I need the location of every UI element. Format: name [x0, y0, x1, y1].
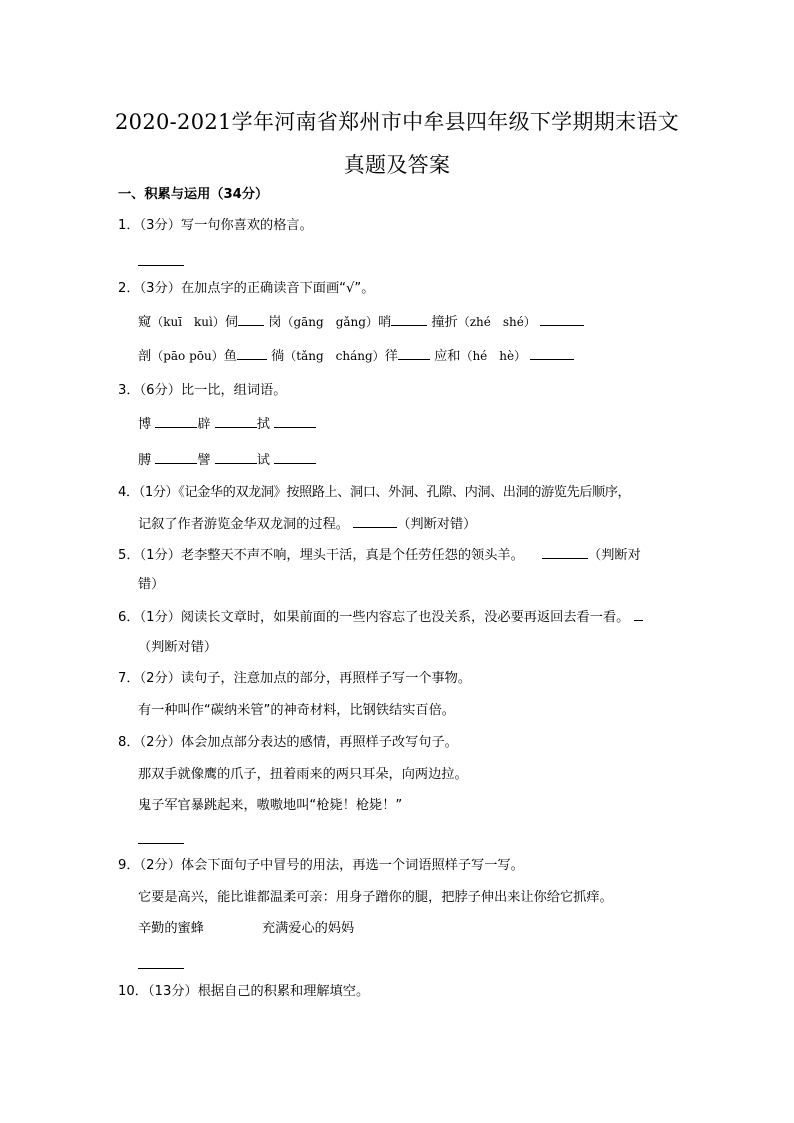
q4-text: 记叙了作者游览金华双龙洞的过程。	[138, 517, 349, 532]
question-6-stem-line1	[118, 608, 643, 627]
q2-r2-pinyin-c: （hé hè）	[460, 349, 527, 363]
question-2-row-2	[138, 347, 574, 366]
q2-r2-char-c: 应和	[434, 349, 461, 364]
q2-r2-char-a: 剖	[138, 349, 152, 364]
question-9-stem: 9．（2分）体会下面句子中冒号的用法，再选一个词语照样子写一写。	[118, 858, 524, 873]
question-4-stem-line1: 4．（1分）《记金华的双龙洞》按照路上、洞口、外洞、孔隙、内洞、出洞的游览先后顺序，	[118, 485, 631, 500]
q3-r1-blank-2[interactable]	[215, 415, 257, 428]
q3-r2-blank-1[interactable]	[155, 451, 197, 464]
question-7-example: 有一种叫作“碳纳米管”的神奇材料，比钢铁结实百倍。	[138, 703, 455, 718]
question-5-stem-line2: 错）	[138, 577, 165, 592]
question-8-example: 那双手就像鹰的爪子，扭着雨来的两只耳朵，向两边拉。	[138, 767, 468, 782]
question-9-options	[138, 920, 354, 938]
q3-r1-char-1: 博	[138, 417, 152, 432]
q2-r2-after-a: 鱼	[223, 349, 237, 364]
question-2-row-1	[138, 313, 584, 332]
question-1-answer-blank[interactable]	[138, 265, 184, 266]
question-4-stem-line2	[138, 515, 476, 534]
q2-r1-pinyin-b: （gāng gǎng）	[281, 315, 378, 329]
q4-answer-blank[interactable]	[353, 515, 397, 528]
q2-r1-after-b: 哨	[377, 315, 392, 330]
question-2-stem: 2．（3分）在加点字的正确读音下面画“√”。	[118, 281, 375, 296]
q3-r1-char-3: 拭	[256, 417, 270, 432]
question-3-row-2	[138, 451, 316, 470]
q3-r2-char-3: 试	[256, 453, 270, 468]
question-9-answer-blank[interactable]	[138, 968, 184, 969]
q2-r1-pinyin-a: （kuī kuì）	[151, 315, 225, 329]
question-1-stem: 1．（3分）写一句你喜欢的格言。	[118, 218, 313, 233]
q2-r2-char-b: 徜	[271, 349, 285, 364]
question-8-answer-blank[interactable]	[138, 843, 184, 844]
question-6-stem-line2: （判断对错）	[138, 640, 218, 655]
question-7-stem: 7．（2分）读句子，注意加点的部分，再照样子写一个事物。	[118, 671, 472, 686]
q6-text: 6．（1分）阅读长文章时，如果前面的一些内容忘了也没关系，没必要再返回去看一看。	[118, 610, 630, 625]
question-8-stem: 8．（2分）体会加点部分表达的感情，再照样子改写句子。	[118, 735, 458, 750]
q2-r1-after-a: 伺	[224, 315, 239, 330]
q2-r1-blank-a[interactable]	[238, 313, 264, 326]
question-9-example: 它要是高兴，能比谁都温柔可亲：用身子蹭你的腿，把脖子伸出来让你给它抓痒。	[138, 890, 613, 905]
q2-r2-blank-c[interactable]	[530, 347, 574, 360]
q2-r2-after-b: 徉	[384, 349, 398, 364]
q5-suffix: （判断对	[588, 548, 641, 563]
q3-r1-blank-1[interactable]	[155, 415, 197, 428]
q2-r1-pinyin-c: （zhé shé）	[457, 315, 536, 329]
q2-r2-pinyin-a: （pāo pōu）	[151, 349, 224, 363]
q2-r1-char-b: 岗	[268, 315, 282, 330]
question-3-row-1	[138, 415, 316, 434]
q5-answer-blank[interactable]	[542, 546, 588, 559]
q5-text: 5．（1分）老李整天不声不响，埋头干活，真是个任劳任怨的领头羊。	[118, 548, 524, 563]
q4-suffix: （判断对错）	[397, 517, 477, 532]
question-10-stem: 10．（13分）根据自己的积累和理解填空。	[118, 984, 370, 999]
section-heading: 一、积累与运用（34分）	[118, 187, 269, 202]
q3-r2-char-2: 譬	[197, 453, 211, 468]
q2-r2-blank-a[interactable]	[237, 347, 267, 360]
question-3-stem: 3．（6分）比一比，组词语。	[118, 383, 287, 398]
q2-r1-blank-b[interactable]	[391, 313, 427, 326]
q9-option-1: 辛勤的蜜蜂	[138, 921, 204, 936]
q3-r1-char-2: 辟	[197, 417, 211, 432]
q3-r2-blank-2[interactable]	[215, 451, 257, 464]
question-5-stem-line1	[118, 546, 641, 565]
q6-answer-blank[interactable]	[634, 608, 643, 621]
question-8-rewrite-sentence: 鬼子军官暴跳起来，嗷嗷地叫“枪毙！枪毙！”	[138, 798, 403, 813]
q9-option-2: 充满爱心的妈妈	[261, 921, 355, 936]
q2-r1-char-c: 撞折	[431, 315, 458, 330]
q2-r2-blank-b[interactable]	[398, 347, 430, 360]
document-title-line2: 真题及答案	[343, 153, 451, 177]
q3-r1-blank-3[interactable]	[274, 415, 316, 428]
q2-r1-char-a: 窥	[138, 315, 152, 330]
q2-r2-pinyin-b: （tǎng cháng）	[284, 349, 385, 363]
q3-r2-char-1: 膊	[138, 453, 152, 468]
q2-r1-blank-c[interactable]	[540, 313, 584, 326]
document-title-line1: 2020-2021学年河南省郑州市中牟县四年级下学期期末语文	[115, 110, 679, 134]
q3-r2-blank-3[interactable]	[274, 451, 316, 464]
